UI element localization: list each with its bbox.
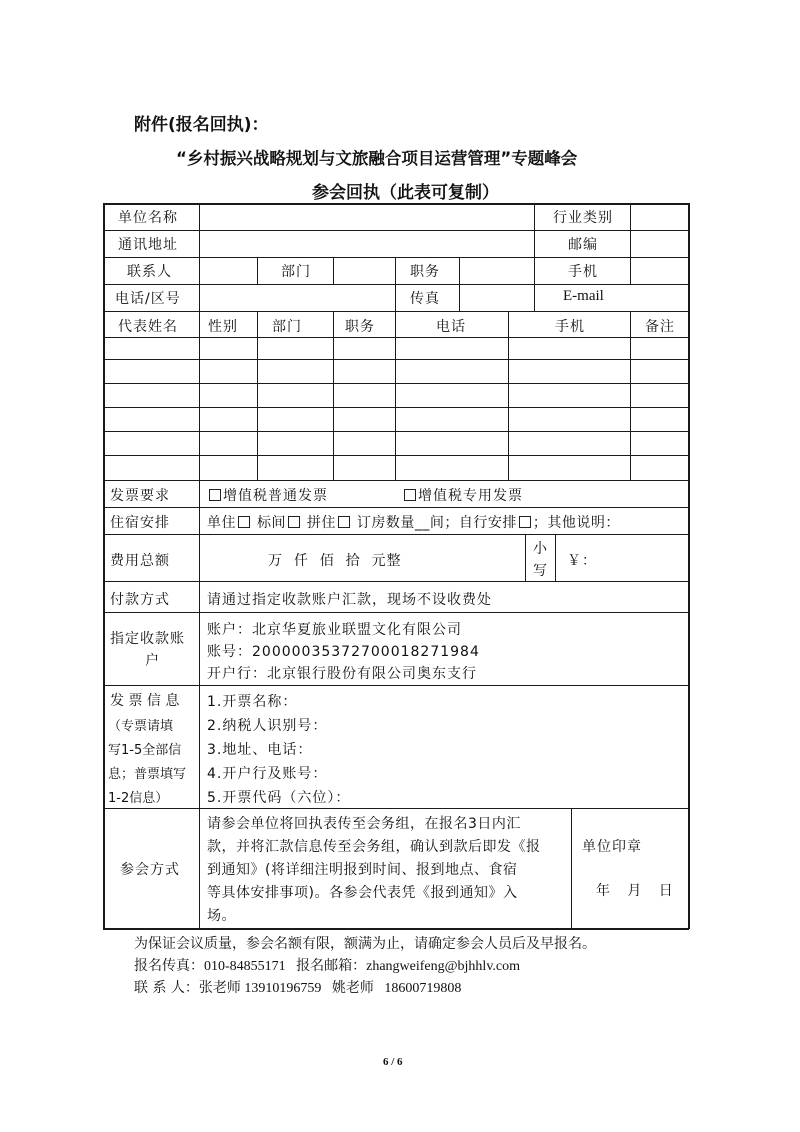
fax-number: 010-84855171 [204, 959, 286, 974]
checkbox-icon[interactable] [238, 516, 250, 528]
account-name: 账户：北京华夏旅业联盟文化有限公司 [207, 622, 462, 638]
invoice-item-taxid[interactable]: 2.纳税人识别号： [207, 718, 328, 734]
contact-mobile-field[interactable] [631, 259, 687, 283]
contact-position-label: 职务 [410, 264, 440, 280]
contact-position-field[interactable] [460, 259, 533, 283]
document-title: “乡村振兴战略规划与文旅融合项目运营管理”专题峰会 [176, 149, 578, 168]
attendance-method-text: 等具体安排事项)。各参会代表凭《报到通知》入 [207, 885, 518, 901]
invoice-option-special[interactable]: 增值税专用发票 [402, 485, 523, 505]
contact-department-label: 部门 [281, 264, 311, 280]
seal-date[interactable]: 年 月 日 [596, 883, 674, 899]
fax-label: 传真 [410, 291, 440, 307]
footer-note: 为保证会议质量，参会名额有限，额满为止，请确定参会人员后及早报名。 [134, 936, 596, 952]
invoice-info-note: 写1-5全部信 [108, 743, 182, 758]
fee-small-label-2: 写 [533, 563, 548, 579]
industry-field[interactable] [631, 205, 687, 229]
unit-name-label: 单位名称 [118, 210, 178, 226]
email-label: E-mail [563, 288, 604, 304]
document-subtitle: 参会回执（此表可复制） [312, 183, 499, 203]
delegate-name-header: 代表姓名 [118, 319, 178, 335]
invoice-item-code[interactable]: 5.开票代码（六位）： [207, 790, 351, 806]
checkbox-icon[interactable] [288, 516, 300, 528]
address-label: 通讯地址 [118, 237, 178, 253]
contact-mobile-label: 手机 [568, 264, 598, 280]
invoice-info-label: 发 票 信 息 [110, 693, 180, 709]
checkbox-icon[interactable] [519, 516, 531, 528]
postcode-label: 邮编 [568, 237, 598, 253]
phone-area-label: 电话/区号 [115, 291, 181, 307]
invoice-item-name[interactable]: 1.开票名称： [207, 694, 298, 710]
phone-area-field[interactable] [200, 286, 394, 310]
checkbox-icon[interactable] [209, 489, 221, 501]
footer-fax-line: 报名传真：010-84855171 报名邮箱：zhangweifeng@bjhhlv.com [134, 958, 521, 974]
postcode-field[interactable] [631, 232, 687, 256]
contact-label: 联系人 [127, 264, 172, 280]
fax-field[interactable] [460, 286, 533, 310]
contact-phones: 张老师 13910196759 姚老师 18600719808 [198, 981, 462, 996]
footer-contact-line: 联 系 人：张老师 13910196759 姚老师 18600719808 [134, 980, 462, 996]
invoice-info-note: 息；普票填写 [108, 767, 187, 782]
account-number: 账号：20000035372700018271984 [207, 644, 480, 660]
payment-method-text: 请通过指定收款账户汇款，现场不设收费处 [207, 592, 492, 608]
delegate-row[interactable] [105, 433, 687, 454]
delegate-phone-header: 电话 [436, 319, 466, 335]
email-field[interactable] [631, 286, 687, 310]
attendance-method-text: 请参会单位将回执表传至会务组，在报名3日内汇 [207, 816, 521, 832]
invoice-option-ordinary[interactable]: 增值税普通发票 [207, 485, 328, 505]
fee-total-label: 费用总额 [110, 553, 170, 569]
invoice-requirement-label: 发票要求 [110, 488, 170, 504]
unit-seal-label: 单位印章 [582, 839, 642, 855]
account-label-line1: 指定收款账 [110, 631, 185, 647]
attendance-method-text: 款，并将汇款信息传至会务组，确认到款后即发《报 [207, 839, 541, 855]
delegate-row[interactable] [105, 457, 687, 479]
invoice-info-note: 1-2信息） [108, 791, 169, 806]
fee-small-label-1: 小 [533, 541, 548, 557]
delegate-row[interactable] [105, 409, 687, 430]
fee-amount-words[interactable]: 万 仟 佰 拾 元整 [268, 553, 402, 569]
fee-amount-figures[interactable]: ￥： [567, 553, 597, 569]
delegate-position-header: 职务 [345, 319, 375, 335]
account-bank: 开户行：北京银行股份有限公司奥东支行 [207, 666, 477, 682]
lodging-label: 住宿安排 [110, 515, 170, 531]
attendance-method-text: 场。 [207, 908, 236, 924]
delegate-gender-header: 性别 [208, 319, 238, 335]
checkbox-icon[interactable] [404, 489, 416, 501]
lodging-options[interactable]: 单住 标间 拼住 订房数量__间；自行安排 ；其他说明： [207, 515, 620, 531]
delegate-remark-header: 备注 [645, 319, 675, 335]
contact-field[interactable] [200, 259, 256, 283]
attachment-heading: 附件(报名回执)： [134, 115, 269, 135]
delegate-row[interactable] [105, 385, 687, 406]
payment-method-label: 付款方式 [110, 592, 170, 608]
attendance-method-text: 到通知》(将详细注明报到时间、报到地点、食宿 [207, 862, 518, 878]
industry-label: 行业类别 [553, 210, 613, 226]
page-number: 6 / 6 [383, 1056, 403, 1068]
address-field[interactable] [200, 232, 534, 256]
delegate-row[interactable] [105, 361, 687, 382]
unit-name-field[interactable] [200, 205, 534, 229]
delegate-department-header: 部门 [272, 319, 302, 335]
checkbox-icon[interactable] [338, 516, 350, 528]
contact-department-field[interactable] [334, 259, 394, 283]
delegate-mobile-header: 手机 [555, 319, 585, 335]
email-address[interactable]: zhangweifeng@bjhhlv.com [366, 959, 521, 974]
invoice-info-note: （专票请填 [108, 719, 174, 734]
attendance-method-label: 参会方式 [120, 862, 180, 878]
invoice-item-bank[interactable]: 4.开户行及账号： [207, 766, 328, 782]
invoice-item-address[interactable]: 3.地址、电话： [207, 742, 313, 758]
account-label-line2: 户 [145, 653, 160, 669]
